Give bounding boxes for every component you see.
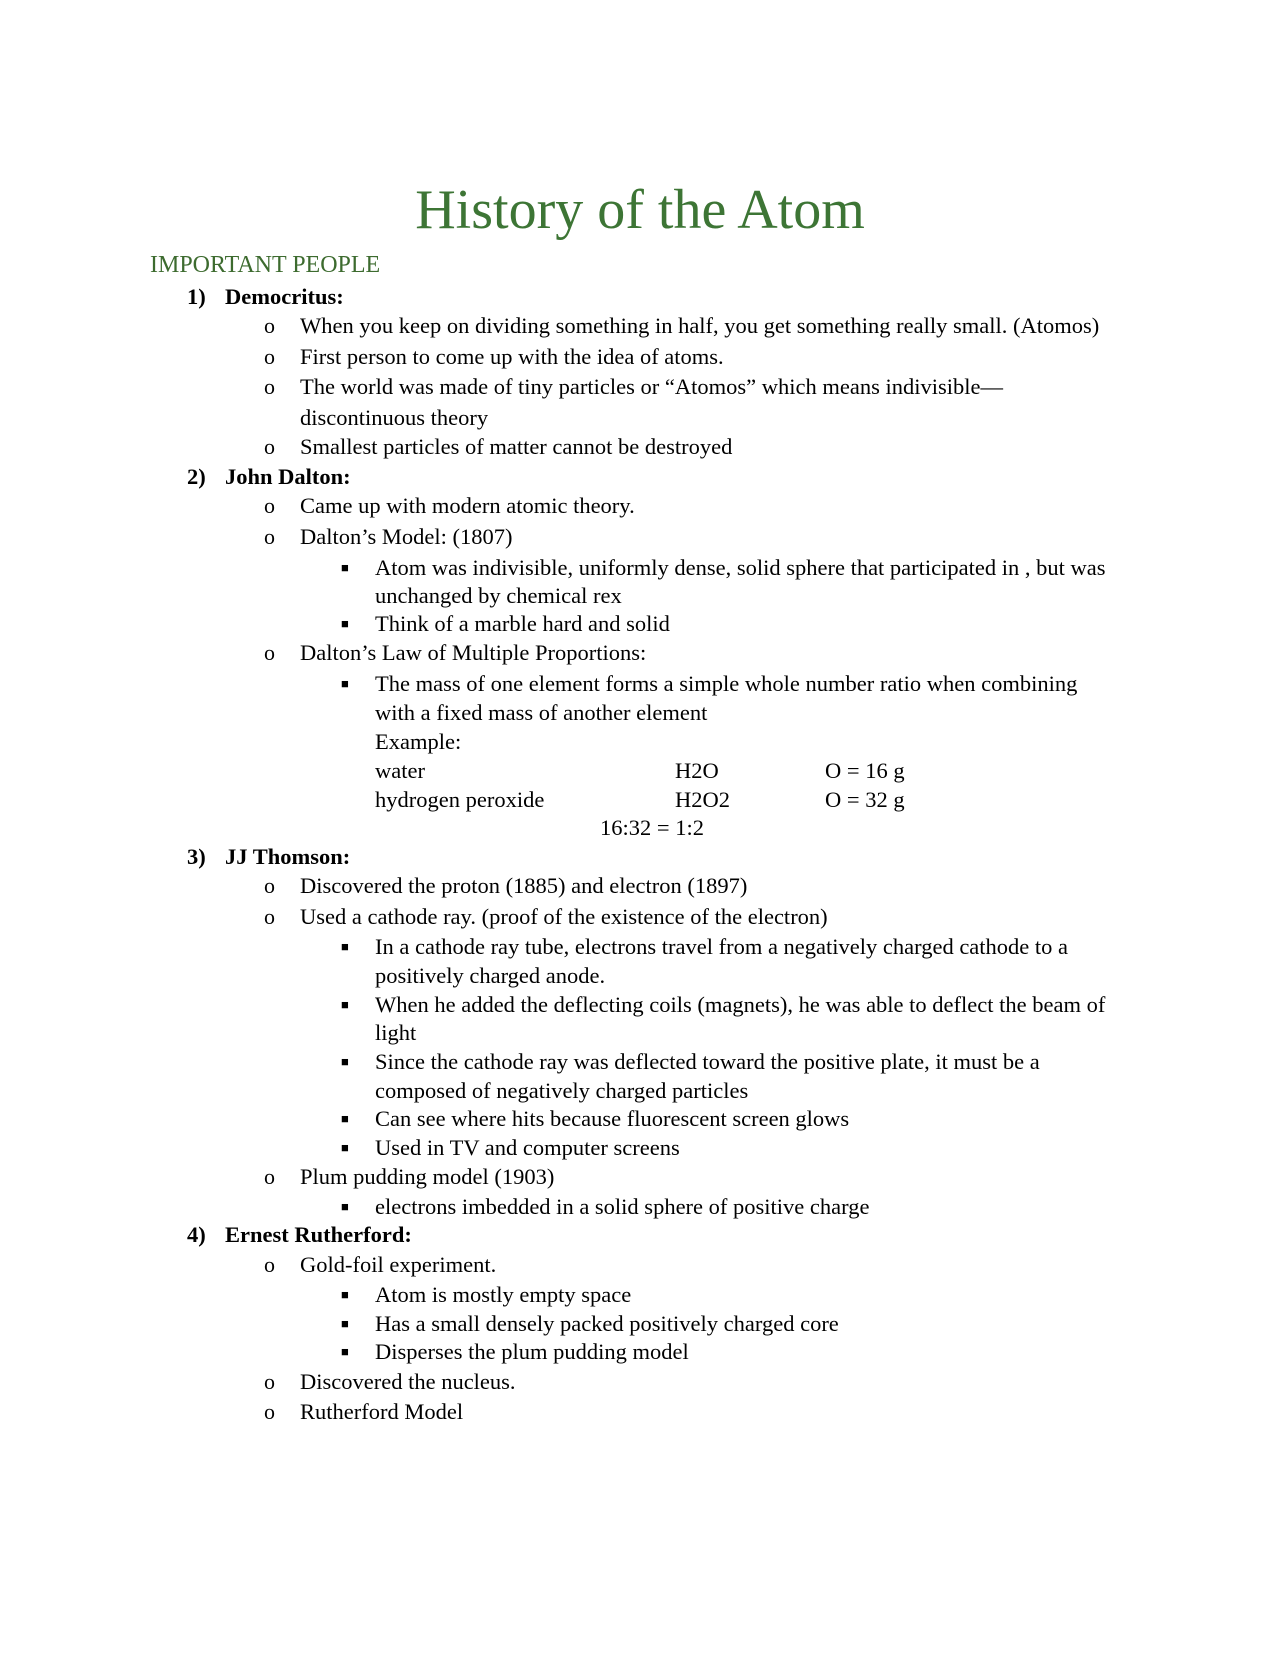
- square-bullet-icon: ■: [341, 1287, 349, 1302]
- list-item-text: First person to come up with the idea of atoms.: [300, 344, 724, 369]
- sub-list-item-text: In a cathode ray tube, electrons travel from a negatively charged cathode to a: [375, 934, 1069, 959]
- circle-bullet-icon: o: [264, 374, 275, 399]
- square-bullet-icon: ■: [341, 560, 349, 575]
- sub-list-item-text: Has a small densely packed positively charged core: [375, 1311, 839, 1336]
- sub-list-item-text: positively charged anode.: [375, 963, 606, 988]
- sub-list-item-text: Disperses the plum pudding model: [375, 1339, 689, 1364]
- list-item-text: Gold-foil experiment.: [300, 1252, 497, 1277]
- list-item-text: Discovered the proton (1885) and electron (1897): [300, 873, 748, 898]
- square-bullet-icon: ■: [341, 939, 349, 954]
- list-number: 3): [187, 844, 206, 869]
- circle-bullet-icon: o: [264, 1164, 275, 1189]
- list-item-text: Used a cathode ray. (proof of the existence of the electron): [300, 904, 828, 929]
- example-formula: H2O: [675, 758, 719, 783]
- square-bullet-icon: ■: [341, 1199, 349, 1214]
- circle-bullet-icon: o: [264, 313, 275, 338]
- square-bullet-icon: ■: [341, 1111, 349, 1126]
- list-item-text: When you keep on dividing something in half, you get something really small. (Atomos): [300, 313, 1100, 338]
- list-item-text: Dalton’s Law of Multiple Proportions:: [300, 640, 647, 665]
- sub-list-item-text: Atom is mostly empty space: [375, 1282, 632, 1307]
- sub-list-item-text: The mass of one element forms a simple whole number ratio when combining: [375, 671, 1078, 696]
- circle-bullet-icon: o: [264, 524, 275, 549]
- circle-bullet-icon: o: [264, 434, 275, 459]
- example-substance: water: [375, 758, 425, 783]
- list-item-text: discontinuous theory: [300, 405, 489, 430]
- list-item-text: Smallest particles of matter cannot be destroyed: [300, 434, 733, 459]
- sub-list-item-text: Example:: [375, 729, 462, 754]
- list-item-text: Came up with modern atomic theory.: [300, 493, 635, 518]
- list-item-text: Rutherford Model: [300, 1399, 464, 1424]
- sub-list-item-text: Since the cathode ray was deflected toward the positive plate, it must be a: [375, 1049, 1040, 1074]
- circle-bullet-icon: o: [264, 904, 275, 929]
- ratio-text: 16:32 = 1:2: [600, 815, 704, 840]
- sub-list-item-text: with a fixed mass of another element: [375, 700, 708, 725]
- sub-list-item-text: unchanged by chemical rex: [375, 583, 622, 608]
- sub-list-item-text: Think of a marble hard and solid: [375, 611, 670, 636]
- list-number: 1): [187, 284, 206, 309]
- circle-bullet-icon: o: [264, 1252, 275, 1277]
- square-bullet-icon: ■: [341, 676, 349, 691]
- square-bullet-icon: ■: [341, 1344, 349, 1359]
- square-bullet-icon: ■: [341, 1054, 349, 1069]
- person-name: JJ Thomson:: [225, 844, 351, 869]
- list-number: 2): [187, 464, 206, 489]
- circle-bullet-icon: o: [264, 640, 275, 665]
- example-mass: O = 16 g: [825, 758, 905, 783]
- circle-bullet-icon: o: [264, 873, 275, 898]
- sub-list-item-text: electrons imbedded in a solid sphere of positive charge: [375, 1194, 870, 1219]
- page-title: History of the Atom: [415, 179, 865, 241]
- list-item-text: Plum pudding model (1903): [300, 1164, 555, 1189]
- square-bullet-icon: ■: [341, 616, 349, 631]
- sub-list-item-text: When he added the deflecting coils (magnets), he was able to deflect the beam of: [375, 992, 1106, 1017]
- square-bullet-icon: ■: [341, 1140, 349, 1155]
- circle-bullet-icon: o: [264, 1369, 275, 1394]
- sub-list-item-text: Can see where hits because fluorescent screen glows: [375, 1106, 850, 1131]
- circle-bullet-icon: o: [264, 493, 275, 518]
- circle-bullet-icon: o: [264, 344, 275, 369]
- list-number: 4): [187, 1222, 206, 1247]
- person-name: Ernest Rutherford:: [225, 1222, 412, 1247]
- person-name: John Dalton:: [225, 464, 351, 489]
- list-item-text: Discovered the nucleus.: [300, 1369, 516, 1394]
- section-heading: IMPORTANT PEOPLE: [150, 252, 381, 278]
- circle-bullet-icon: o: [264, 1399, 275, 1424]
- square-bullet-icon: ■: [341, 1316, 349, 1331]
- sub-list-item-text: composed of negatively charged particles: [375, 1078, 749, 1103]
- example-mass: O = 32 g: [825, 787, 905, 812]
- list-item-text: Dalton’s Model: (1807): [300, 524, 513, 549]
- person-name: Democritus:: [225, 284, 344, 309]
- sub-list-item-text: light: [375, 1020, 417, 1045]
- sub-list-item-text: Atom was indivisible, uniformly dense, solid sphere that participated in , but was: [375, 555, 1106, 580]
- square-bullet-icon: ■: [341, 997, 349, 1012]
- example-formula: H2O2: [675, 787, 730, 812]
- list-item-text: The world was made of tiny particles or “Atomos” which means indivisible—: [300, 374, 1003, 399]
- sub-list-item-text: Used in TV and computer screens: [375, 1135, 680, 1160]
- example-substance: hydrogen peroxide: [375, 787, 545, 812]
